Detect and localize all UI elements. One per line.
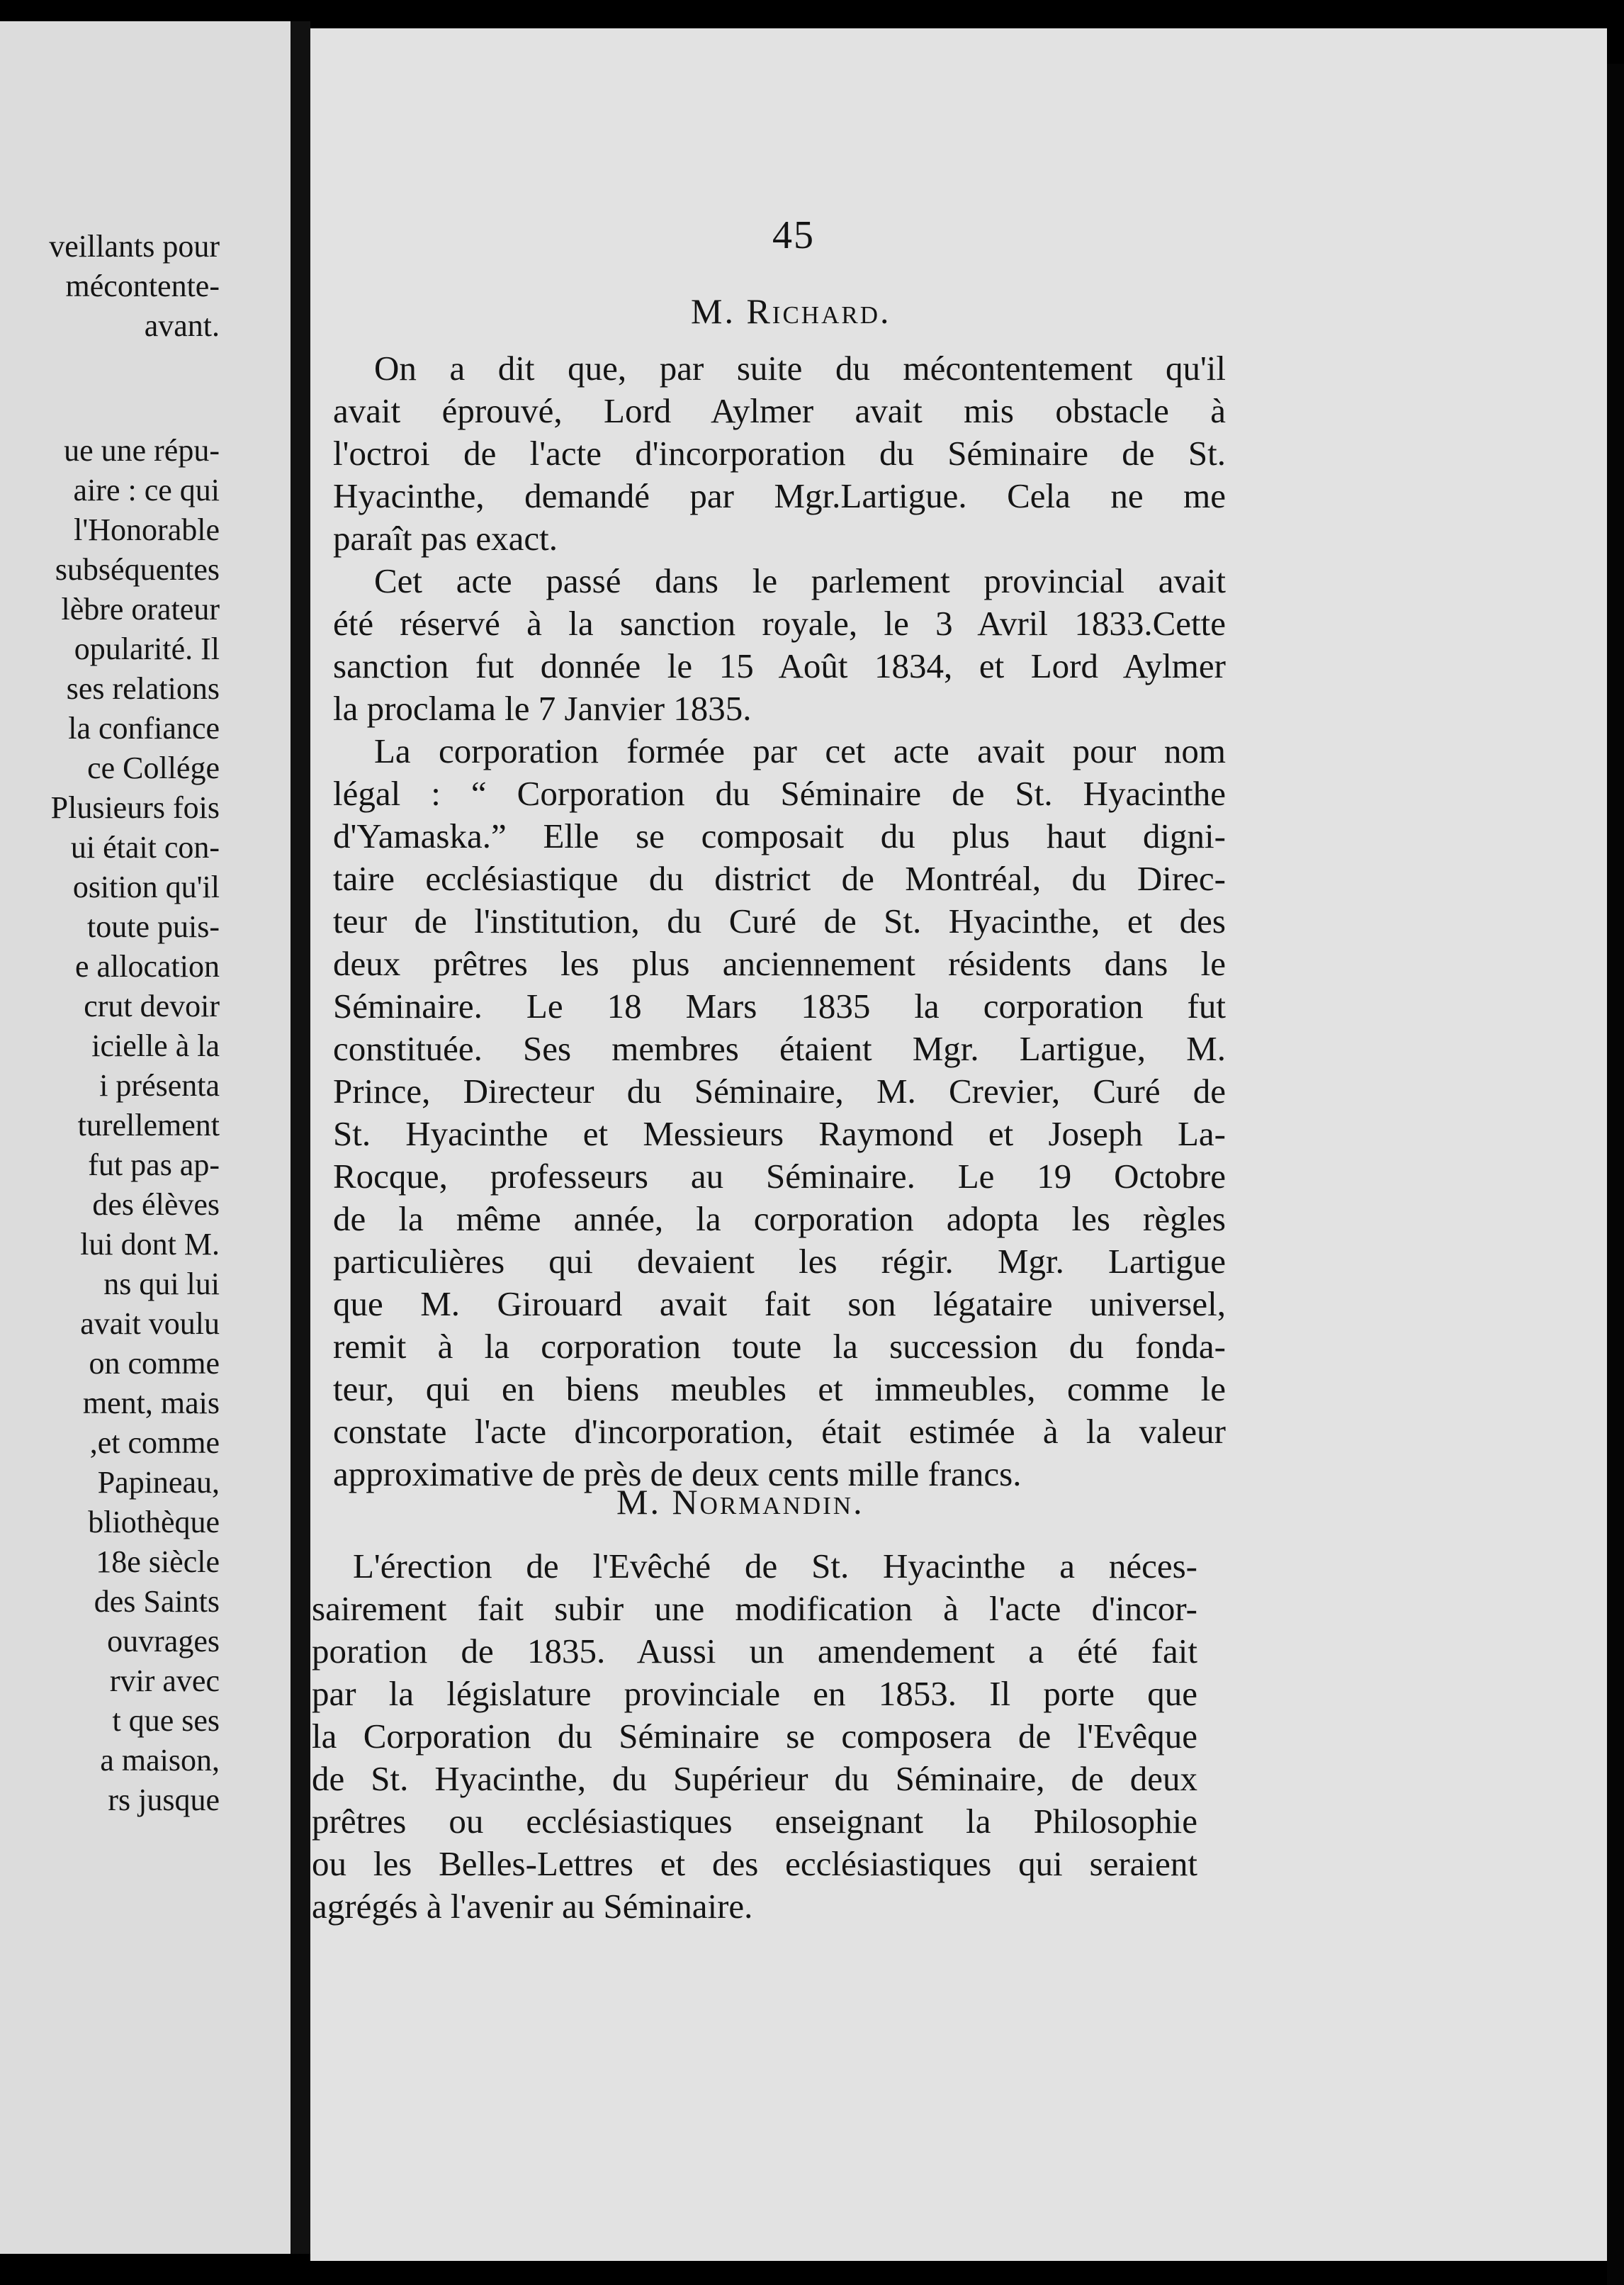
left-page-line-text: 18e siècle xyxy=(96,1544,220,1579)
left-page-line-text: t que ses xyxy=(112,1703,220,1738)
section-heading-normandin: M. Normandin. xyxy=(616,1482,864,1522)
left-page-line xyxy=(0,748,291,788)
left-page-line xyxy=(0,709,291,748)
left-page-line-text: avant. xyxy=(144,308,220,343)
left-page-line-text: Plusieurs fois xyxy=(50,790,220,825)
left-page-line-text: opularité. Il xyxy=(74,631,220,666)
left-page-line-text: turellement xyxy=(77,1108,220,1142)
left-page-line-text: ce Collége xyxy=(87,751,220,785)
left-page-line-text: Papineau, xyxy=(97,1465,220,1500)
text-line: par la législature provinciale en 1853. Il porte que xyxy=(312,1674,1197,1713)
text-line: constate l'acte d'incorporation, était estimée à la valeur xyxy=(333,1412,1226,1451)
left-page-line-text: ses relations xyxy=(66,671,220,706)
page-number: 45 xyxy=(772,213,815,257)
text-line: On a dit que, par suite du mécontentement qu'il xyxy=(374,349,1226,388)
left-page-fragment xyxy=(0,21,291,2254)
left-page-line xyxy=(0,1145,291,1185)
left-page-line xyxy=(0,1542,291,1582)
left-page-line xyxy=(0,266,291,306)
text-line: taire ecclésiastique du district de Montréal, du Direc- xyxy=(333,859,1226,898)
text-line: d'Yamaska.” Elle se composait du plus haut digni- xyxy=(333,816,1226,855)
left-page-line-text: ns qui lui xyxy=(103,1267,220,1301)
left-page-line-text: mécontente- xyxy=(65,269,220,303)
left-page-line-text: crut devoir xyxy=(84,989,220,1023)
left-page-line-text: toute puis- xyxy=(87,909,220,944)
text-line: légal : “ Corporation du Séminaire de St. Hyacinthe xyxy=(333,774,1226,813)
text-line: sanction fut donnée le 15 Août 1834, et Lord Aylmer xyxy=(333,646,1226,685)
left-page-line xyxy=(0,629,291,669)
left-page-lines xyxy=(0,227,291,1820)
left-page-line-text: lui dont M. xyxy=(80,1227,220,1262)
text-line: remit à la corporation toute la succession du fonda- xyxy=(333,1327,1226,1366)
left-page-line xyxy=(0,907,291,947)
left-page-line xyxy=(0,1582,291,1622)
left-page-line xyxy=(0,1264,291,1304)
left-page-line xyxy=(0,868,291,907)
text-line: l'octroi de l'acte d'incorporation du Séminaire de St. xyxy=(333,434,1226,473)
left-page-line xyxy=(0,1225,291,1264)
text-line: St. Hyacinthe et Messieurs Raymond et Joseph La- xyxy=(333,1114,1226,1153)
left-page-line-text: ,et comme xyxy=(89,1425,220,1460)
left-page-line-text: veillants pour xyxy=(49,229,220,264)
left-page-line xyxy=(0,1106,291,1145)
left-page-line xyxy=(0,1383,291,1423)
left-page-line xyxy=(0,471,291,510)
left-page-line-text: rs jusque xyxy=(108,1782,220,1817)
text-line: Hyacinthe, demandé par Mgr.Lartigue. Cela ne me xyxy=(333,476,1226,515)
left-page-line xyxy=(0,1344,291,1383)
text-line: La corporation formée par cet acte avait pour nom xyxy=(374,731,1226,770)
text-line: la Corporation du Séminaire se composera de l'Evêque xyxy=(312,1717,1197,1756)
left-page-line-text: lèbre orateur xyxy=(61,592,220,627)
left-page-line-text: subséquentes xyxy=(55,552,220,587)
left-page-line-text: des élèves xyxy=(92,1187,220,1222)
left-page-line xyxy=(0,1463,291,1503)
left-page-line xyxy=(0,947,291,987)
left-page-line-text: i présenta xyxy=(99,1068,220,1103)
book-binding-shadow xyxy=(291,21,310,2254)
text-line: de la même année, la corporation adopta les règles xyxy=(333,1199,1226,1238)
left-page-line xyxy=(0,1066,291,1106)
left-page-line xyxy=(0,788,291,828)
text-line: poration de 1835. Aussi un amendement a été fait xyxy=(312,1632,1197,1671)
text-line: L'érection de l'Evêché de St. Hyacinthe a néces- xyxy=(353,1546,1197,1585)
left-page-line xyxy=(0,987,291,1026)
left-page-line xyxy=(0,1622,291,1661)
left-page-line xyxy=(0,1026,291,1066)
left-page-line-text: ouvrages xyxy=(107,1624,220,1658)
text-line: deux prêtres les plus anciennement résidents dans le xyxy=(333,944,1226,983)
left-page-line-text: des Saints xyxy=(94,1584,220,1619)
text-line: ou les Belles-Lettres et des ecclésiastiques qui seraient xyxy=(312,1844,1197,1883)
left-page-line-text: icielle à la xyxy=(91,1028,220,1063)
left-page-line-text: on comme xyxy=(89,1346,220,1381)
left-page-line-text: ue une répu- xyxy=(64,433,220,468)
left-page-line xyxy=(0,1185,291,1225)
left-page-line-text: avait voulu xyxy=(80,1306,220,1341)
left-page-line-text: aire : ce qui xyxy=(73,473,220,507)
text-line: la proclama le 7 Janvier 1835. xyxy=(333,689,752,728)
left-page-line xyxy=(0,510,291,550)
text-line: Séminaire. Le 18 Mars 1835 la corporation fut xyxy=(333,987,1226,1026)
left-page-line xyxy=(0,550,291,590)
left-page-line xyxy=(0,1741,291,1780)
text-line: Rocque, professeurs au Séminaire. Le 19 Octobre xyxy=(333,1157,1226,1196)
section-richard-text xyxy=(333,347,1226,1495)
text-line: teur de l'institution, du Curé de St. Hyacinthe, et des xyxy=(333,902,1226,941)
section-heading-richard: M. Richard. xyxy=(691,291,891,331)
left-page-line xyxy=(0,1780,291,1820)
text-line: été réservé à la sanction royale, le 3 Avril 1833.Cette xyxy=(333,604,1226,643)
text-line: de St. Hyacinthe, du Supérieur du Séminaire, de deux xyxy=(312,1759,1197,1798)
left-page-line xyxy=(0,1503,291,1542)
left-page-line xyxy=(0,1661,291,1701)
text-line: sairement fait subir une modification à l'acte d'incor- xyxy=(312,1589,1197,1628)
text-line: constituée. Ses membres étaient Mgr. Lartigue, M. xyxy=(333,1029,1226,1068)
left-page-line-text: fut pas ap- xyxy=(88,1147,220,1182)
text-line: approximative de près de deux cents mille francs. xyxy=(333,1454,1022,1493)
left-page-line-text: osition qu'il xyxy=(72,870,220,904)
left-page-line xyxy=(0,828,291,868)
text-line: Cet acte passé dans le parlement provincial avait xyxy=(374,561,1226,600)
left-page-line-text: l'Honorable xyxy=(74,512,220,547)
text-line: particulières qui devaient les régir. Mgr. Lartigue xyxy=(333,1242,1226,1281)
left-page-line xyxy=(0,1304,291,1344)
left-page-gap xyxy=(0,346,291,431)
left-page-line xyxy=(0,1701,291,1741)
text-line: agrégés à l'avenir au Séminaire. xyxy=(312,1887,753,1926)
left-page-line xyxy=(0,590,291,629)
text-line: Prince, Directeur du Séminaire, M. Crevier, Curé de xyxy=(333,1072,1226,1111)
left-page-line-text: a maison, xyxy=(100,1743,220,1778)
text-line: avait éprouvé, Lord Aylmer avait mis obstacle à xyxy=(333,391,1226,430)
left-page-line-text: e allocation xyxy=(74,949,220,984)
left-page-line-text: ui était con- xyxy=(70,830,220,865)
left-page-line xyxy=(0,431,291,471)
left-page-line xyxy=(0,227,291,266)
left-page-line xyxy=(0,1423,291,1463)
left-page-line-text: rvir avec xyxy=(109,1663,220,1698)
text-line: teur, qui en biens meubles et immeubles, comme le xyxy=(333,1369,1226,1408)
left-page-line-text: bliothèque xyxy=(88,1505,220,1539)
left-page-line-text: la confiance xyxy=(68,711,220,746)
text-line: que M. Girouard avait fait son légataire universel, xyxy=(333,1284,1226,1323)
text-line: paraît pas exact. xyxy=(333,519,558,558)
right-page-edge xyxy=(1607,64,1624,2285)
left-page-line-text: ment, mais xyxy=(82,1386,220,1420)
text-line: prêtres ou ecclésiastiques enseignant la Philosophie xyxy=(312,1802,1197,1841)
section-normandin-text xyxy=(312,1545,1197,1928)
left-page-line xyxy=(0,306,291,346)
left-page-line xyxy=(0,669,291,709)
